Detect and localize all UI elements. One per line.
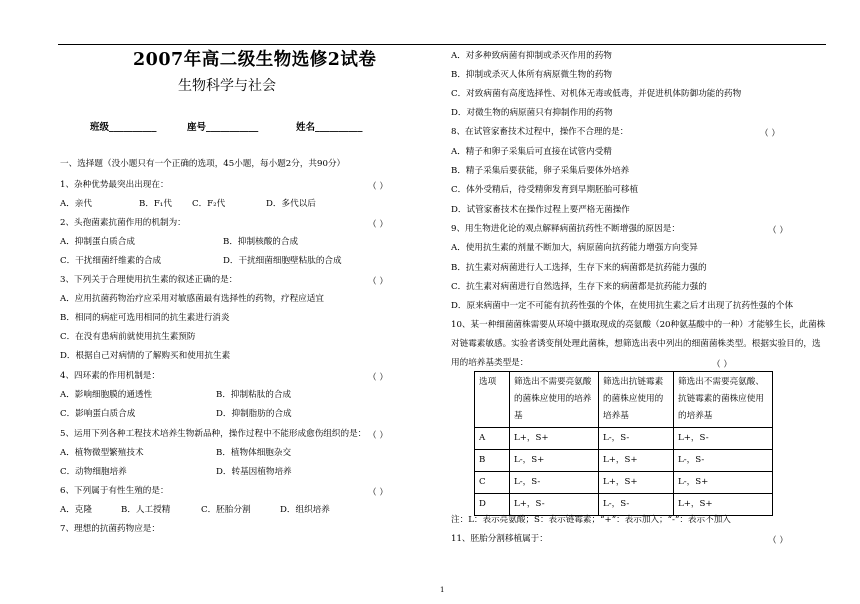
option: B．抑制粘肽的合成: [216, 390, 292, 400]
table-cell: L+，S+: [599, 472, 674, 494]
question-5-stem: 5、运用下列各种工程技术培养生物新品种，操作过程中不能形成愈伤组织的是：: [60, 429, 367, 439]
option: C．F₂代: [192, 199, 226, 209]
table-cell: L+，S-: [674, 428, 773, 450]
section-heading: 一、选择题（没小题只有一个正确的选项，45小题，每小题2分，共90分）: [60, 159, 346, 169]
option: A．对多种致病菌有抑制或杀灭作用的药物: [451, 51, 612, 61]
answer-paren: （ ）: [368, 182, 388, 192]
option: B．人工授精: [121, 505, 171, 515]
table-cell: L-，S+: [674, 472, 773, 494]
option: C．动物细胞培养: [60, 467, 127, 477]
table-cell: D: [475, 494, 510, 516]
option: C．抗生素对病菌进行自然选择，生存下来的病菌都是抗药能力强的: [451, 282, 707, 292]
class-field: 班级__________: [90, 122, 157, 133]
question-3-stem: 3、下列关于合理使用抗生素的叙述正确的是：: [60, 275, 238, 285]
table-header-row: [475, 372, 773, 428]
seat-field: 座号___________: [187, 122, 259, 133]
option: D．对微生物的病原菌只有抑制作用的药物: [451, 108, 613, 118]
option: A．克隆: [60, 505, 92, 515]
question-11-stem: 11、胚胎分割移植属于：: [451, 534, 548, 544]
option: D．根据自己对病情的了解购买和使用抗生素: [60, 351, 231, 361]
top-rule: [58, 44, 826, 45]
option: A．精子和卵子采集后可直接在试管内受精: [451, 147, 612, 157]
answer-paren: （ ）: [712, 360, 732, 370]
option: B．抑制或杀灭人体所有病原微生物的药物: [451, 70, 613, 80]
table-cell: L-，S-: [599, 494, 674, 516]
option: D．多代以后: [266, 199, 316, 209]
table-cell: L-，S+: [510, 450, 599, 472]
table-cell: L-，S-: [674, 450, 773, 472]
option: C．干扰细菌纤维素的合成: [60, 256, 162, 266]
table-cell: L+，S+: [599, 450, 674, 472]
option: A．亲代: [60, 199, 92, 209]
table-cell: L-，S-: [599, 428, 674, 450]
question-10-line: 用的培养基类型是：: [451, 358, 529, 368]
table-row: [475, 494, 773, 516]
option: B．抑制核酸的合成: [223, 237, 299, 247]
option: D．原来病菌中一定不可能有抗药性强的个体，在使用抗生素之后才出现了抗药性强的个体: [451, 301, 794, 311]
option: A．应用抗菌药物治疗应采用对敏感菌最有选择性的药物，疗程应适宜: [60, 294, 325, 304]
answer-paren: （ ）: [760, 129, 780, 139]
answer-paren: （ ）: [768, 536, 788, 546]
option: D．干扰细菌细胞壁粘肽的合成: [223, 256, 342, 266]
table-cell: C: [475, 472, 510, 494]
table-cell: A: [475, 428, 510, 450]
question-1-stem: 1、杂种优势最突出出现在：: [60, 180, 169, 190]
option: C．胚胎分割: [201, 505, 251, 515]
page-number: 1: [440, 586, 445, 594]
question-4-stem: 4、四环素的作用机制是：: [60, 371, 160, 381]
option: B．相同的病症可选用相同的抗生素进行消炎: [60, 313, 230, 323]
table-header: 筛选出抗链霉素的菌株应使用的培养基: [599, 372, 674, 428]
answer-paren: （ ）: [368, 431, 388, 441]
table-cell: L+，S+: [674, 494, 773, 516]
name-field: 姓名__________: [296, 122, 363, 133]
medium-table: [474, 371, 773, 516]
option: A．影响细胞膜的通透性: [60, 390, 153, 400]
option: C．影响蛋白质合成: [60, 409, 136, 419]
table-row: [475, 450, 773, 472]
question-10-line: 10、某一种细菌菌株需要从环境中摄取现成的亮氨酸（20种氨基酸中的一种）才能够生长，此菌株: [451, 320, 826, 330]
table-row: [475, 428, 773, 450]
table-row: [475, 472, 773, 494]
table-header: 筛选出不需要亮氨酸、抗链霉素的菌株应使用的培养基: [674, 372, 773, 428]
table-header: 筛选出不需要亮氨酸的菌株应使用的培养基: [510, 372, 599, 428]
answer-paren: （ ）: [768, 226, 788, 236]
question-10-line: 对链霉素敏感。实验者诱变削处理此菌株，想筛选出表中列出的细菌菌株类型。根据实验目的，选: [451, 339, 821, 349]
question-6-stem: 6、下列属于有性生殖的是：: [60, 486, 169, 496]
table-cell: L-，S-: [510, 472, 599, 494]
page-subtitle: 生物科学与社会: [178, 78, 276, 94]
option: D．转基因植物培养: [216, 467, 292, 477]
option: A．植物微型繁殖技术: [60, 448, 144, 458]
table-cell: L+，S+: [510, 428, 599, 450]
answer-paren: （ ）: [368, 220, 388, 230]
answer-paren: （ ）: [368, 488, 388, 498]
table-header: 选项: [475, 372, 510, 428]
option: B．植物体细胞杂交: [216, 448, 292, 458]
option: C．在没有患病前就使用抗生素预防: [60, 332, 196, 342]
page-title: 2007年高二级生物选修2试卷: [133, 50, 377, 70]
table-note: 注：L：表示亮氨酸；S：表示链霉素；“+”：表示加入；“-”：表示不加入: [451, 515, 731, 525]
question-9-stem: 9、用生物进化论的观点解释病菌抗药性不断增强的原因是：: [451, 224, 680, 234]
answer-paren: （ ）: [368, 373, 388, 383]
option: A．抑制蛋白质合成: [60, 237, 135, 247]
option: D．试管家畜技术在操作过程上要严格无菌操作: [451, 205, 630, 215]
option: A．使用抗生素的剂量不断加大，病原菌向抗药能力增强方向变异: [451, 243, 698, 253]
option: B．精子采集后要获能，卵子采集后要体外培养: [451, 166, 630, 176]
table-cell: B: [475, 450, 510, 472]
option: B．抗生素对病菌进行人工选择，生存下来的病菌都是抗药能力强的: [451, 263, 707, 273]
option: D．抑制脂肪的合成: [216, 409, 292, 419]
question-8-stem: 8、在试管家畜技术过程中，操作不合理的是：: [451, 127, 629, 137]
option: C．对致病菌有高度选择性、对机体无毒或低毒，并促进机体防御功能的药物: [451, 89, 742, 99]
table-cell: L+，S-: [510, 494, 599, 516]
answer-paren: （ ）: [368, 277, 388, 287]
option: D．组织培养: [280, 505, 330, 515]
option: C．体外受精后，待受精卵发育到早期胚胎可移植: [451, 185, 639, 195]
question-2-stem: 2、头孢菌素抗菌作用的机制为：: [60, 218, 186, 228]
option: B．F₁代: [139, 199, 172, 209]
question-7-stem: 7、理想的抗菌药物应是：: [60, 524, 160, 534]
